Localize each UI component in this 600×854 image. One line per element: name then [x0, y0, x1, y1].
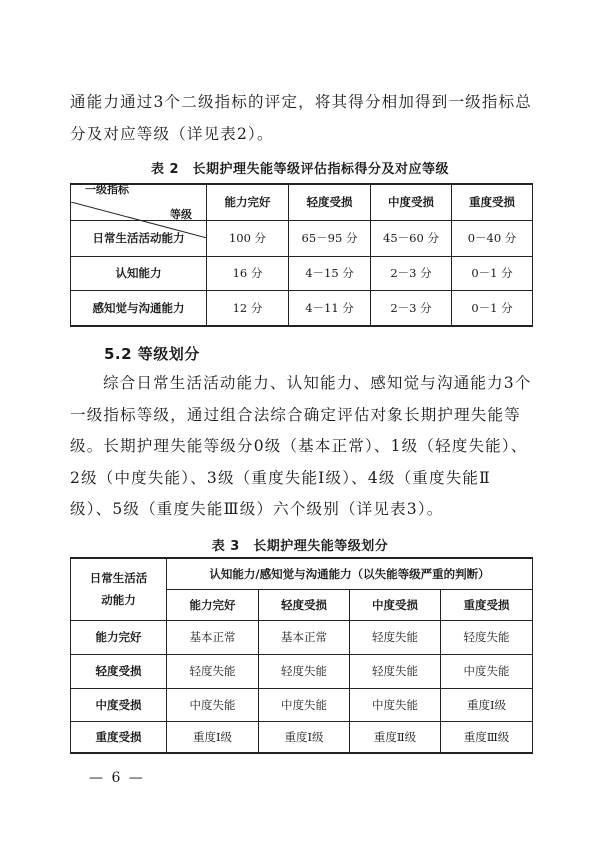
table3-header-cell: 能力完好 — [167, 589, 259, 620]
table3-cell: 重度Ⅰ级 — [441, 688, 533, 721]
table3-cell: 轻度失能 — [259, 654, 350, 688]
table3-header-cell: 中度受损 — [350, 589, 441, 620]
table3-group-header-row — [71, 558, 533, 589]
table3-cell: 轻度失能 — [350, 654, 441, 688]
section-heading: 5.2 等级划分 — [104, 345, 200, 363]
table3-cell: 重度Ⅱ级 — [350, 721, 441, 753]
table2-row-label: 认知能力 — [71, 256, 207, 290]
table2-cell: 4－11 分 — [289, 290, 371, 326]
table3-cell: 轻度失能 — [350, 620, 441, 654]
page-number: — 6 — — [89, 770, 145, 786]
table3-cell: 基本正常 — [259, 620, 350, 654]
table2-cell: 2－3 分 — [371, 256, 452, 290]
table3-header-cell: 轻度受损 — [259, 589, 350, 620]
table2-row — [71, 290, 533, 326]
intro-paragraph: 通能力通过3个二级指标的评定，将其得分相加得到一级指标总分及对应等级（详见表2）。 — [70, 93, 532, 143]
table2-header-cell: 轻度受损 — [289, 184, 371, 220]
table2-cell: 0－1 分 — [452, 290, 533, 326]
table3-cell: 中度失能 — [441, 654, 533, 688]
table3-cell: 重度Ⅰ级 — [167, 721, 259, 753]
table3-row-label: 能力完好 — [71, 620, 167, 654]
table3-cell: 中度失能 — [259, 688, 350, 721]
table3-corner-cell — [71, 558, 167, 620]
table2-row — [71, 256, 533, 290]
table3-row — [71, 654, 533, 688]
table3-caption: 表 3 长期护理失能等级划分 — [211, 539, 389, 554]
table2-cell: 0－1 分 — [452, 256, 533, 290]
table3-row-label: 重度受损 — [71, 721, 167, 753]
table2-caption: 表 2 长期护理失能等级评估指标得分及对应等级 — [150, 162, 450, 177]
table2-header-cell: 中度受损 — [371, 184, 452, 220]
table3-cell: 中度失能 — [167, 688, 259, 721]
table3-row-label: 中度受损 — [71, 688, 167, 721]
table3-header-cell: 重度受损 — [441, 589, 533, 620]
table3-cell: 中度失能 — [350, 688, 441, 721]
table3-corner-label: 日常生活活动能力 — [89, 571, 148, 608]
table2-row-label: 日常生活活动能力 — [71, 220, 207, 256]
table2 — [70, 183, 533, 327]
table3-cell: 轻度失能 — [441, 620, 533, 654]
section-paragraph: 综合日常生活活动能力、认知能力、感知觉与沟通能力3个一级指标等级，通过组合法综合确定评估对象长期护理失能等级。长期护理失能等级分0级（基本正常）、1级（轻度失能）、2级（中度失能）、3级（重度失能Ⅰ级）、4级（重度失能Ⅱ级）、5级（重度失能Ⅲ级）六个级别（详见表3）。 — [70, 374, 532, 518]
table2-cell: 45－60 分 — [371, 220, 452, 256]
table2-cell: 65－95 分 — [289, 220, 371, 256]
table2-row-label: 感知觉与沟通能力 — [71, 290, 207, 326]
table3-group-header: 认知能力/感知觉与沟通能力（以失能等级严重的判断） — [167, 558, 533, 589]
table3-cell: 重度Ⅰ级 — [259, 721, 350, 753]
table3-row — [71, 688, 533, 721]
table3-cell: 重度Ⅲ级 — [441, 721, 533, 753]
table3-row — [71, 620, 533, 654]
table2-corner-cell — [71, 184, 207, 220]
table3-row-label: 轻度受损 — [71, 654, 167, 688]
table3-cell: 轻度失能 — [167, 654, 259, 688]
table2-cell: 12 分 — [207, 290, 289, 326]
table2-header-row — [71, 184, 533, 220]
table2-cell: 0－40 分 — [452, 220, 533, 256]
table2-header-cell: 能力完好 — [207, 184, 289, 220]
table2-cell: 100 分 — [207, 220, 289, 256]
corner-bottom-label: 一级指标 — [85, 183, 129, 197]
table2-cell: 16 分 — [207, 256, 289, 290]
table3 — [70, 557, 533, 754]
corner-top-label: 等级 — [170, 208, 192, 222]
table2-header-cell: 重度受损 — [452, 184, 533, 220]
table2-cell: 4－15 分 — [289, 256, 371, 290]
table3-cell: 基本正常 — [167, 620, 259, 654]
table2-cell: 2－3 分 — [371, 290, 452, 326]
table3-row — [71, 721, 533, 753]
